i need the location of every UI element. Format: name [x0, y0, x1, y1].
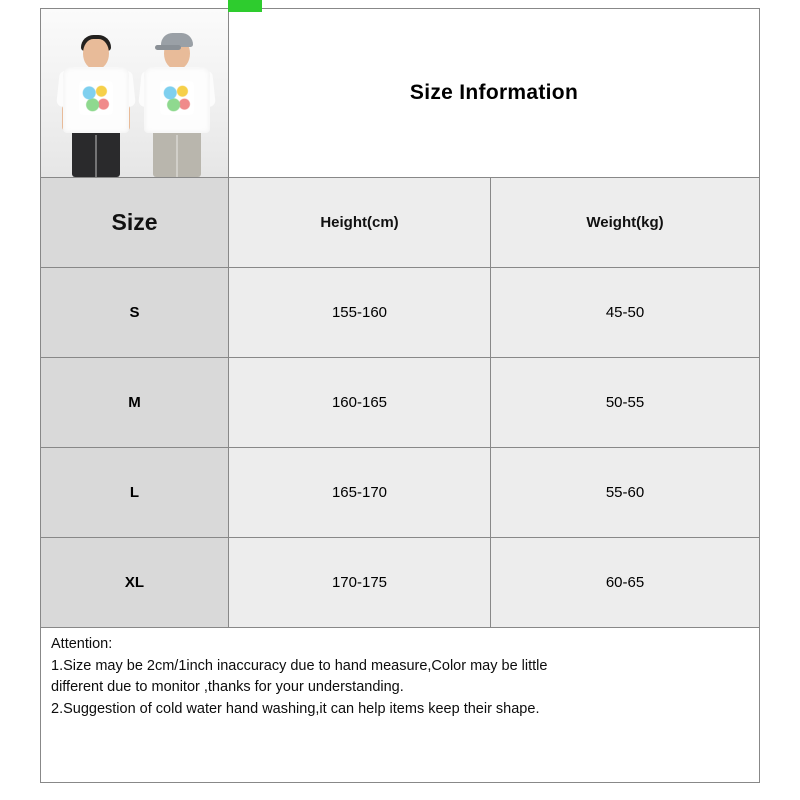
cell-size: XL	[41, 538, 229, 627]
cell-height: 165-170	[229, 448, 491, 537]
cell-weight: 45-50	[491, 268, 759, 357]
cell-size: M	[41, 358, 229, 447]
size-table	[41, 178, 759, 628]
product-photo-cell	[41, 9, 229, 177]
shirt-print	[160, 81, 194, 115]
cell-height: 155-160	[229, 268, 491, 357]
column-header-weight: Weight(kg)	[491, 178, 759, 267]
table-row	[41, 268, 759, 358]
cell-size: S	[41, 268, 229, 357]
column-header-size: Size	[41, 178, 229, 267]
cell-weight: 55-60	[491, 448, 759, 537]
cell-height: 160-165	[229, 358, 491, 447]
pants	[153, 129, 201, 177]
attention-line-3: 2.Suggestion of cold water hand washing,it can help items keep their shape.	[51, 700, 540, 717]
cap	[161, 33, 193, 47]
attention-line-2: different due to monitor ,thanks for your understanding.	[51, 679, 404, 696]
cell-height: 170-175	[229, 538, 491, 627]
table-row	[41, 448, 759, 538]
cell-weight: 60-65	[491, 538, 759, 627]
model-right	[139, 27, 215, 177]
table-header-row	[41, 178, 759, 268]
column-header-height: Height(cm)	[229, 178, 491, 267]
attention-heading: Attention:	[51, 636, 113, 652]
attention-block	[41, 628, 759, 782]
chart-header-row	[41, 9, 759, 178]
chart-title-cell	[229, 9, 759, 177]
attention-line-1: 1.Size may be 2cm/1inch inaccuracy due to hand measure,Color may be little	[51, 657, 548, 674]
pants	[72, 129, 120, 177]
table-row	[41, 538, 759, 628]
page-title: Size Information	[409, 81, 579, 104]
green-marker	[228, 0, 262, 12]
shirt-print	[79, 81, 113, 115]
product-photo	[41, 9, 228, 177]
cell-size: L	[41, 448, 229, 537]
cell-weight: 50-55	[491, 358, 759, 447]
table-row	[41, 358, 759, 448]
model-left	[57, 27, 135, 177]
size-information-chart	[40, 8, 760, 783]
head	[83, 39, 109, 69]
